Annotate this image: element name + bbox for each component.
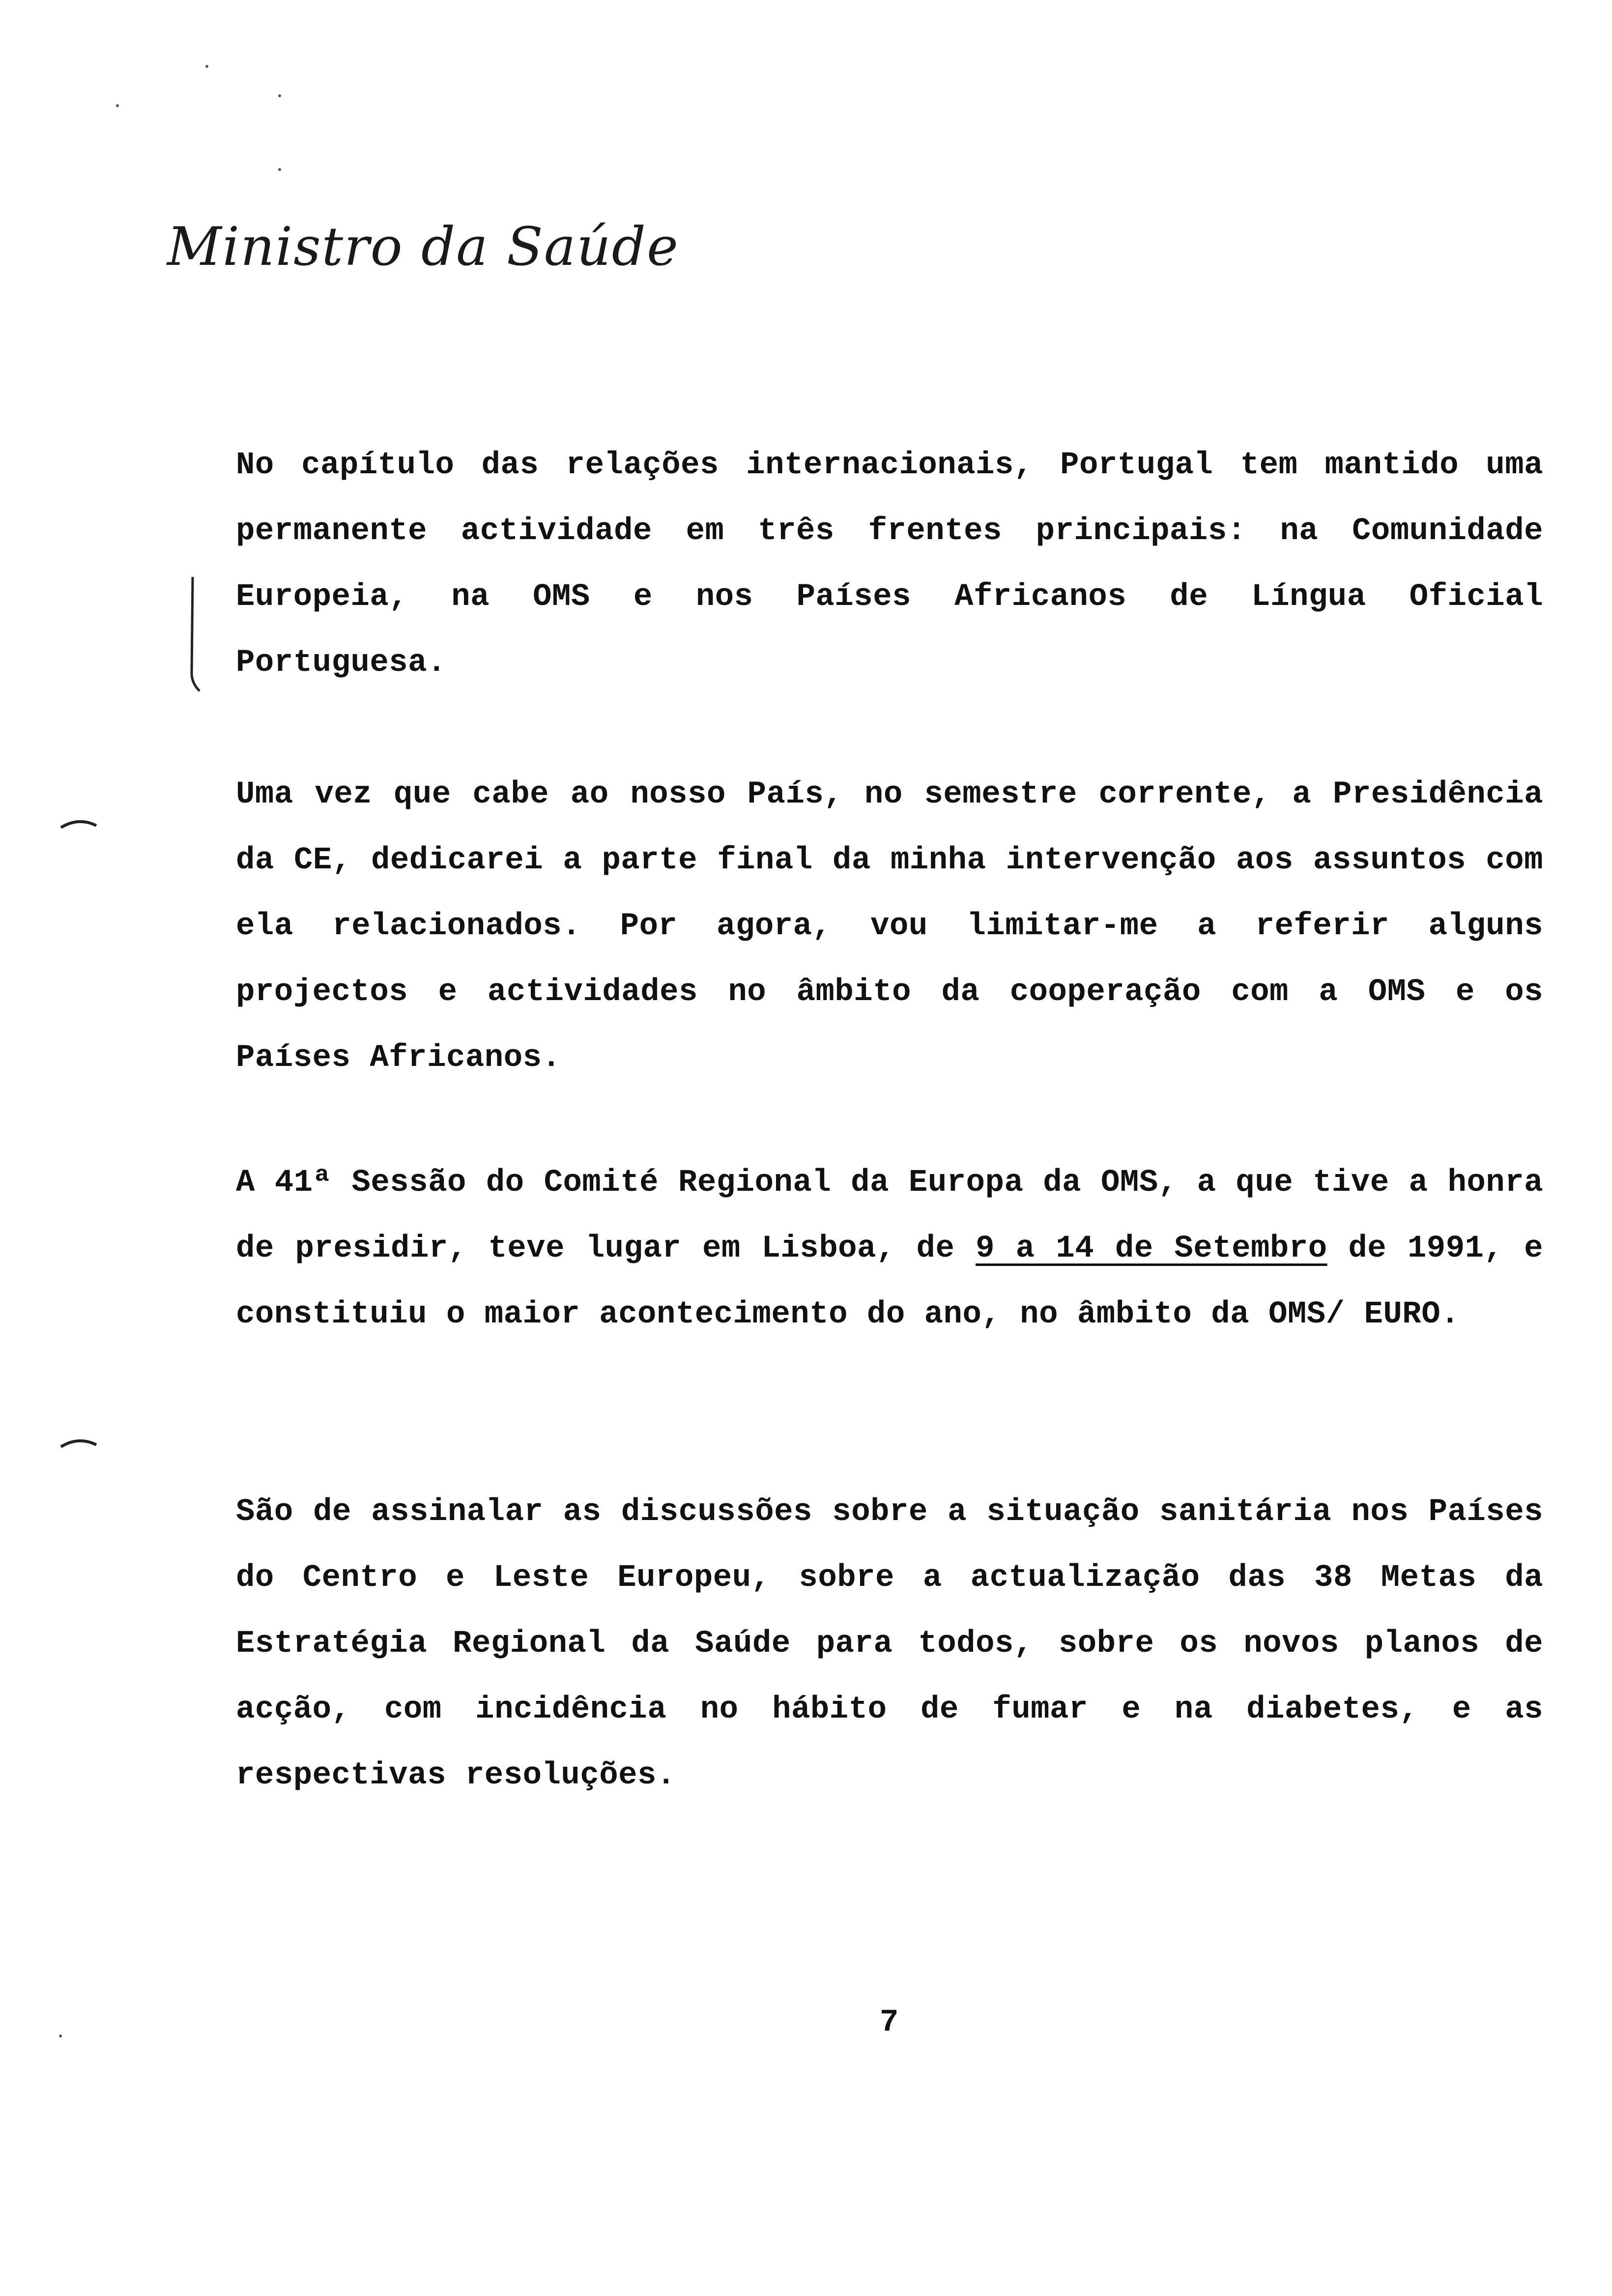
scan-speck bbox=[278, 94, 281, 97]
paragraph-international-relations: No capítulo das relações internacionais, Portugal tem mantido uma permanente actividade em três frentes principais: na Comunidade Europeia, na OMS e nos Países Africanos de Língua Oficial Portuguesa. bbox=[236, 448, 1543, 681]
paragraph-text-before: A 41ª Sessão do Comité Regional da Europa da OMS, a que tive a honra de presidir, teve lugar em Lisboa, de bbox=[236, 1165, 1543, 1266]
scan-speck bbox=[205, 65, 208, 68]
scan-speck bbox=[278, 168, 281, 171]
page-number: 7 bbox=[880, 2005, 899, 2040]
scan-speck bbox=[116, 104, 119, 107]
margin-dash-mark bbox=[59, 1435, 98, 1450]
paragraph-presidency: Uma vez que cabe ao nosso País, no semestre corrente, a Presidência da CE, dedicarei a parte final da minha intervenção aos assuntos com ela relacionados. Por agora, vou limitar-me a referir alguns projectos e actividades no âmbito da cooperação com a OMS e os Países Africanos. bbox=[236, 777, 1543, 1076]
margin-bracket-mark bbox=[187, 575, 206, 693]
margin-dash-mark bbox=[59, 816, 98, 831]
scan-speck bbox=[59, 2035, 62, 2038]
paragraph-regional-committee bbox=[236, 1150, 1543, 1348]
paragraph-text-after: de 1991, e constituiu o maior acontecimento do ano, no âmbito da OMS/ EURO. bbox=[236, 1231, 1544, 1332]
underlined-date: 9 a 14 de Setembro bbox=[976, 1231, 1327, 1266]
letterhead-title: Ministro da Saúde bbox=[167, 216, 679, 278]
paragraph-discussions: São de assinalar as discussões sobre a situação sanitária nos Países do Centro e Leste Europeu, sobre a actualização das 38 Metas da Estratégia Regional da Saúde para todos, sobre os novos planos de acção, com incidência no hábito de fumar e na diabetes, e as respectivas resoluções. bbox=[236, 1494, 1543, 1793]
